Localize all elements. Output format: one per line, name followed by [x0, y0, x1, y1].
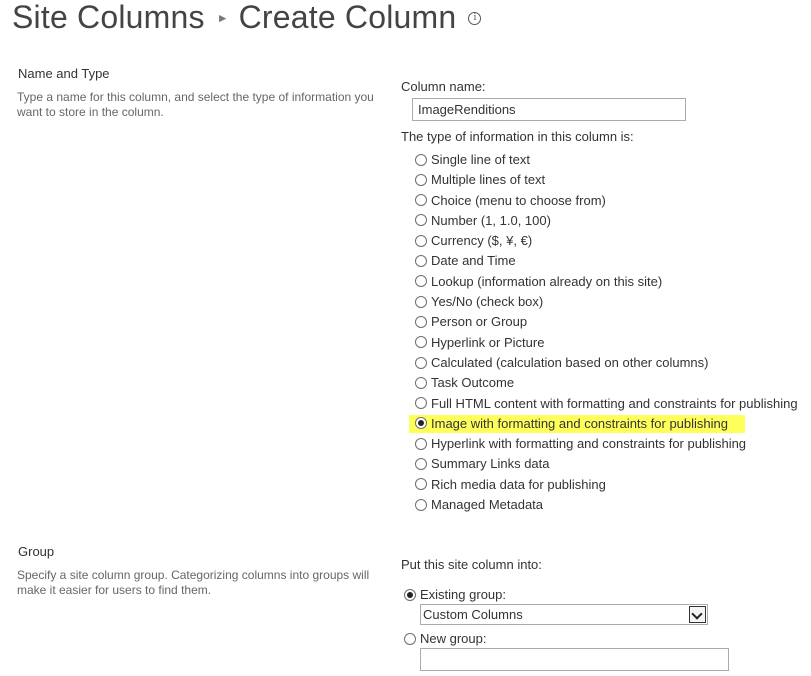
column-type-label: Task Outcome [431, 375, 515, 391]
column-type-option[interactable] [415, 231, 798, 251]
column-type-label: Full HTML content with formatting and constraints for publishing [431, 395, 798, 411]
column-type-label: Summary Links data [431, 456, 550, 472]
chevron-down-icon[interactable] [689, 606, 706, 623]
column-type-option[interactable] [415, 170, 798, 190]
name-type-section-title: Name and Type [18, 66, 110, 81]
group-section-description: Specify a site column group. Categorizing columns into groups will make it easier for users to find them. [17, 568, 370, 597]
column-type-option[interactable] [415, 251, 798, 271]
put-into-label: Put this site column into: [401, 557, 542, 572]
existing-group-select-value: Custom Columns [423, 607, 523, 622]
column-type-option[interactable] [415, 191, 798, 211]
column-type-option[interactable] [415, 394, 798, 414]
column-type-label: The type of information in this column is: [401, 129, 634, 144]
column-type-option[interactable] [415, 373, 798, 393]
column-type-label: Managed Metadata [431, 497, 544, 513]
column-type-radio[interactable] [415, 154, 427, 166]
column-type-radio-list [415, 150, 798, 515]
column-type-label: Currency ($, ¥, €) [431, 233, 533, 249]
column-type-radio[interactable] [415, 397, 427, 409]
column-type-option[interactable] [415, 495, 798, 515]
column-name-input[interactable] [412, 98, 686, 121]
name-type-section-description: Type a name for this column, and select the type of information you want to store in the column. [17, 90, 374, 119]
column-type-radio[interactable] [415, 275, 427, 287]
column-type-label: Hyperlink with formatting and constraints for publishing [431, 436, 747, 452]
column-type-radio[interactable] [415, 174, 427, 186]
column-type-option[interactable] [415, 312, 798, 332]
breadcrumb [12, 0, 481, 40]
new-group-option[interactable] [404, 631, 486, 646]
existing-group-select[interactable] [420, 604, 708, 625]
column-type-radio[interactable] [415, 255, 427, 267]
column-type-option[interactable] [415, 434, 798, 454]
column-type-radio[interactable] [415, 438, 427, 450]
column-type-option[interactable] [415, 150, 798, 170]
column-type-option[interactable] [415, 414, 798, 434]
column-name-label: Column name: [401, 79, 486, 94]
column-type-label: Yes/No (check box) [431, 294, 544, 310]
column-type-option[interactable] [415, 475, 798, 495]
column-type-radio[interactable] [415, 194, 427, 206]
column-type-radio[interactable] [415, 296, 427, 308]
column-type-label: Date and Time [431, 253, 516, 269]
existing-group-label: Existing group: [420, 587, 506, 602]
column-type-option[interactable] [415, 353, 798, 373]
column-type-radio[interactable] [415, 214, 427, 226]
column-type-label: Choice (menu to choose from) [431, 192, 606, 208]
breadcrumb-parent-link[interactable]: Site Columns [12, 0, 205, 35]
page-title: Create Column [238, 0, 457, 35]
column-type-label: Rich media data for publishing [431, 476, 606, 492]
column-type-label: Person or Group [431, 314, 528, 330]
group-section-title: Group [18, 544, 55, 559]
column-type-label: Hyperlink or Picture [431, 334, 545, 350]
column-type-radio[interactable] [415, 357, 427, 369]
column-type-option[interactable] [415, 272, 798, 292]
column-type-radio[interactable] [415, 478, 427, 490]
column-type-label: Image with formatting and constraints for publishing [431, 415, 728, 431]
existing-group-option[interactable] [404, 587, 506, 602]
column-type-radio[interactable] [415, 336, 427, 348]
column-type-radio[interactable] [415, 458, 427, 470]
column-type-label: Calculated (calculation based on other columns) [431, 354, 709, 370]
breadcrumb-separator-icon: ► [216, 11, 229, 25]
existing-group-radio[interactable] [404, 589, 416, 601]
column-type-option[interactable] [415, 292, 798, 312]
column-type-radio[interactable] [415, 499, 427, 511]
column-type-option[interactable] [415, 454, 798, 474]
column-type-radio[interactable] [415, 377, 427, 389]
new-group-radio[interactable] [404, 633, 416, 645]
column-type-label: Multiple lines of text [431, 172, 546, 188]
column-type-label: Number (1, 1.0, 100) [431, 212, 551, 228]
column-type-radio[interactable] [415, 235, 427, 247]
column-type-option[interactable] [415, 333, 798, 353]
new-group-input[interactable] [420, 648, 729, 671]
column-type-label: Single line of text [431, 152, 531, 167]
column-type-label: Lookup (information already on this site) [431, 273, 663, 289]
column-type-option[interactable] [415, 211, 798, 231]
new-group-label: New group: [420, 631, 487, 646]
column-type-radio[interactable] [415, 316, 427, 328]
info-circle-icon[interactable]: i [468, 12, 481, 25]
